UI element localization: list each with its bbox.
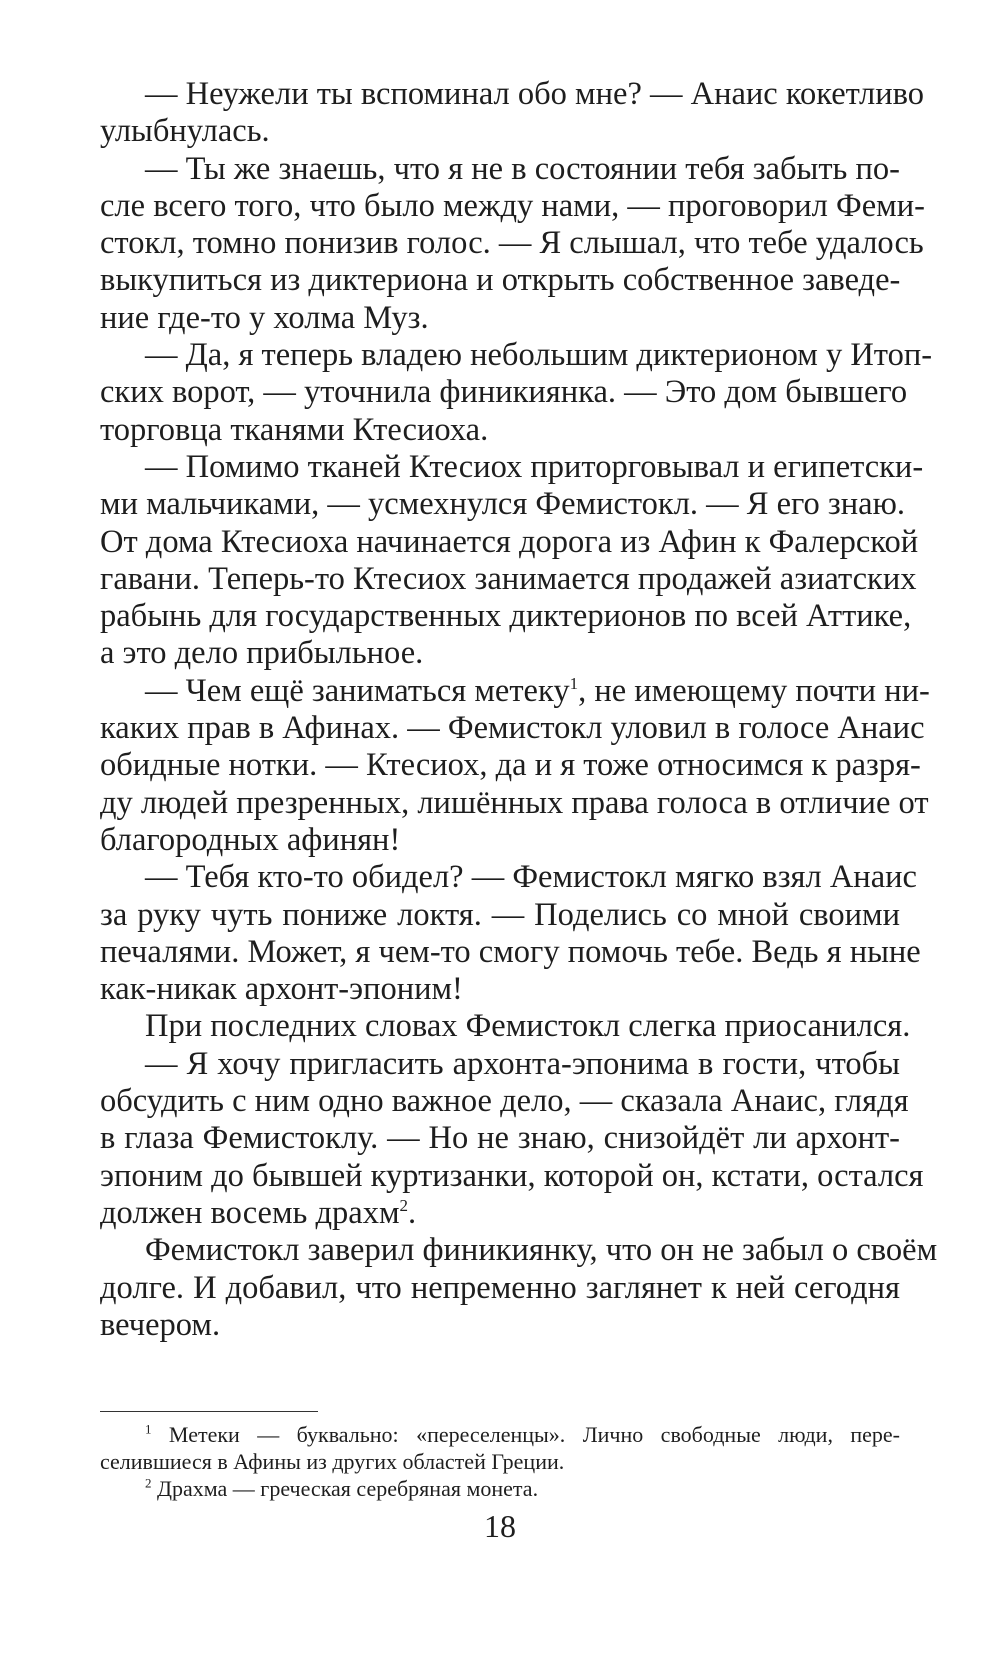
text-line: ние где-то у холма Муз. bbox=[100, 299, 429, 336]
text-line: — Неужели ты вспоминал обо мне? — Анаис кокетливо bbox=[145, 76, 925, 112]
text-line: каких прав в Афинах. — Фемистокл уловил в голосе Анаис bbox=[100, 710, 925, 747]
footnote-marker: 2 bbox=[145, 1475, 152, 1491]
text-line: в глаза Фемистоклу. — Но не знаю, снизойдёт ли архонт- bbox=[100, 1120, 900, 1157]
text-line: печалями. Может, я чем-то смогу помочь тебе. Ведь я ныне bbox=[100, 933, 921, 970]
text-line bbox=[100, 672, 930, 710]
text-line: за руку чуть пониже локтя. — Поделись со мной своими bbox=[100, 896, 900, 933]
text-line: а это дело прибыльное. bbox=[100, 635, 424, 672]
footnote-line bbox=[100, 1475, 900, 1502]
text-line: благородных афинян! bbox=[100, 821, 401, 858]
text-line: рабынь для государственных диктерионов по всей Аттике, bbox=[100, 598, 912, 635]
page-number: 18 bbox=[484, 1508, 516, 1544]
text-line: При последних словах Фемистокл слегка приосанился. bbox=[145, 1008, 911, 1045]
footnote-text: Драхма — греческая серебряная монета. bbox=[151, 1476, 539, 1501]
footnote-marker: 1 bbox=[145, 1421, 152, 1437]
footnote-line bbox=[100, 1421, 900, 1448]
text-line: ду людей презренных, лишённых права голоса в отличие от bbox=[100, 784, 929, 821]
text-line: улыбнулась. bbox=[100, 113, 270, 150]
text-line: долге. И добавил, что непременно заглянет к ней сегодня bbox=[100, 1269, 900, 1306]
text-line: гавани. Теперь-то Ктесиох занимается продажей азиатских bbox=[100, 560, 917, 597]
text-line: стокл, томно понизив голос. — Я слышал, что тебе удалось bbox=[100, 225, 924, 262]
text-line: — Ты же знаешь, что я не в состоянии тебя забыть по- bbox=[145, 150, 900, 187]
text-line: вечером. bbox=[100, 1306, 221, 1343]
text-fragment: — Чем ещё заниматься метеку bbox=[145, 672, 570, 709]
text-line: — Да, я теперь владею небольшим диктерионом у Итоп- bbox=[145, 337, 933, 374]
text-line: От дома Ктесиоха начинается дорога из Афин к Фалерской bbox=[100, 523, 919, 560]
text-line: — Тебя кто-то обидел? — Фемистокл мягко взял Анаис bbox=[145, 859, 917, 896]
text-line: ми мальчиками, — усмехнулся Фемистокл. — Я его знаю. bbox=[100, 486, 905, 523]
text-line: сле всего того, что было между нами, — проговорил Феми- bbox=[100, 187, 925, 224]
text-line: Фемистокл заверил финикиянку, что он не забыл о своём bbox=[145, 1232, 938, 1269]
text-fragment: , не имеющему почти ни- bbox=[578, 672, 930, 709]
footnote-ref: 1 bbox=[569, 673, 579, 693]
page-body bbox=[100, 76, 938, 1344]
text-line: ских ворот, — уточнила финикиянка. — Это дом бывшего bbox=[100, 374, 908, 411]
text-line: — Я хочу пригласить архонта-эпонима в гости, чтобы bbox=[145, 1045, 900, 1082]
footnote-line: селившиеся в Афины из других областей Греции. bbox=[100, 1449, 565, 1474]
footnote-ref: 2 bbox=[399, 1196, 409, 1216]
text-line: обсудить с ним одно важное дело, — сказала Анаис, глядя bbox=[100, 1083, 909, 1120]
text-line: обидные нотки. — Ктесиох, да и я тоже относимся к разря- bbox=[100, 747, 921, 784]
footnote-text: Метеки — буквально: «переселенцы». Лично свободные люди, пере- bbox=[151, 1422, 900, 1447]
text-line: как-никак архонт-эпоним! bbox=[100, 971, 463, 1008]
text-line: выкупиться из диктериона и открыть собственное заведе- bbox=[100, 262, 901, 299]
text-line: торговца тканями Ктесиоха. bbox=[100, 411, 489, 448]
footnotes bbox=[100, 1421, 900, 1502]
text-fragment: должен восемь драхм bbox=[100, 1194, 400, 1231]
text-line: — Помимо тканей Ктесиох приторговывал и египетски- bbox=[145, 448, 924, 485]
text-line: эпоним до бывшей куртизанки, которой он, кстати, остался bbox=[100, 1157, 924, 1194]
text-fragment: . bbox=[408, 1194, 417, 1231]
text-line bbox=[100, 1195, 900, 1232]
footnote-divider bbox=[100, 1411, 318, 1412]
